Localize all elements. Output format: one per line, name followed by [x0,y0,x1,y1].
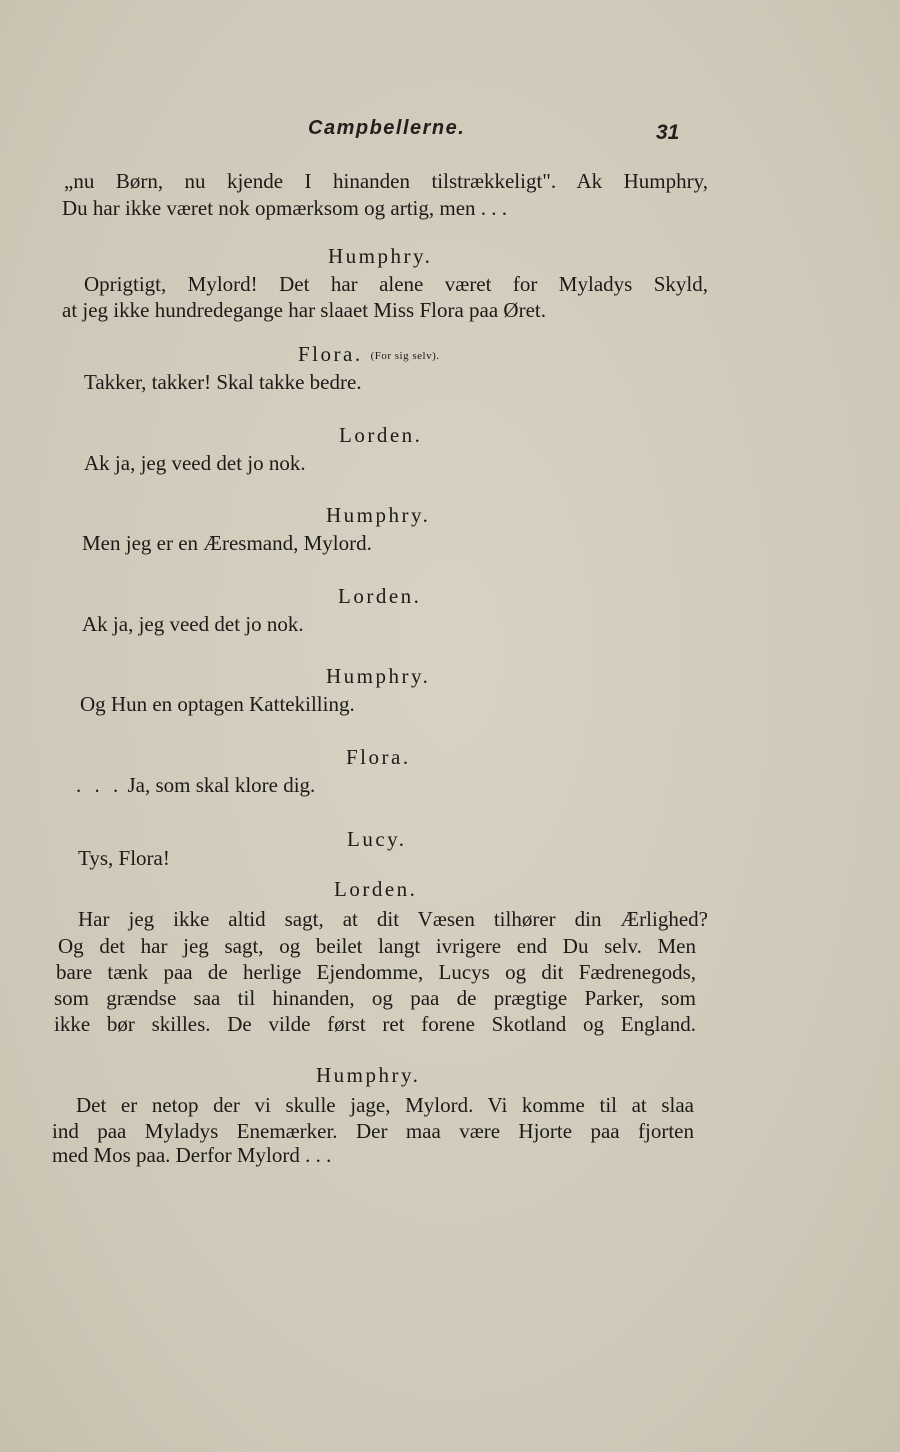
stage-direction: (For sig selv). [370,350,440,362]
text-line: bare tænk paa de herlige Ejendomme, Lucys og dit Fædrenegods, [56,960,696,984]
page-number: 31 [656,121,680,144]
speaker-name: Lorden. [339,423,423,447]
text-line: som grændse saa til hinanden, og paa de prægtige Parker, som [54,986,696,1010]
text-line: Det er netop der vi skulle jage, Mylord. Vi komme til at slaa [76,1093,694,1117]
speaker-name: Humphry. [326,503,431,527]
ellipsis: . . . [76,773,123,797]
text-line: Takker, takker! Skal takke bedre. [84,370,362,394]
text-line: Ak ja, jeg veed det jo nok. [82,612,304,636]
speaker-name: Humphry. [328,244,433,268]
speaker-label: Flora. [298,342,363,366]
speaker-name: Humphry. [326,664,431,688]
text-line: Har jeg ikke altid sagt, at dit Væsen tilhører din Ærlighed? [78,907,708,931]
text-line: Men jeg er en Æresmand, Mylord. [82,531,372,555]
speaker-name: Humphry. [316,1063,421,1087]
text-line: Ak ja, jeg veed det jo nok. [84,451,306,475]
text-line: Du har ikke været nok opmærksom og artig, men . . . [62,196,508,220]
text-line [76,773,315,798]
speaker-name: Lorden. [334,877,418,901]
text-line: at jeg ikke hundredegange har slaaet Miss Flora paa Øret. [62,298,546,322]
text-line: Og det har jeg sagt, og beilet langt ivrigere end Du selv. Men [58,934,696,958]
text-line: Oprigtigt, Mylord! Det har alene været for Myladys Skyld, [84,272,708,296]
text-line: ikke bør skilles. De vilde først ret forene Skotland og England. [54,1012,696,1036]
text-line: Og Hun en optagen Kattekilling. [80,692,355,716]
speaker-name: Lucy. [347,827,407,851]
text-line: med Mos paa. Derfor Mylord . . . [52,1143,332,1167]
speaker-name [298,342,440,367]
line-text: Ja, som skal klore dig. [127,773,316,797]
running-header: Campbellerne. [308,117,466,139]
text-line: ind paa Myladys Enemærker. Der maa være Hjorte paa fjorten [52,1119,694,1143]
text-line: Tys, Flora! [78,846,170,870]
speaker-name: Flora. [346,745,411,769]
text-line: „nu Børn, nu kjende I hinanden tilstrækkeligt". Ak Humphry, [64,169,708,193]
speaker-name: Lorden. [338,584,422,608]
